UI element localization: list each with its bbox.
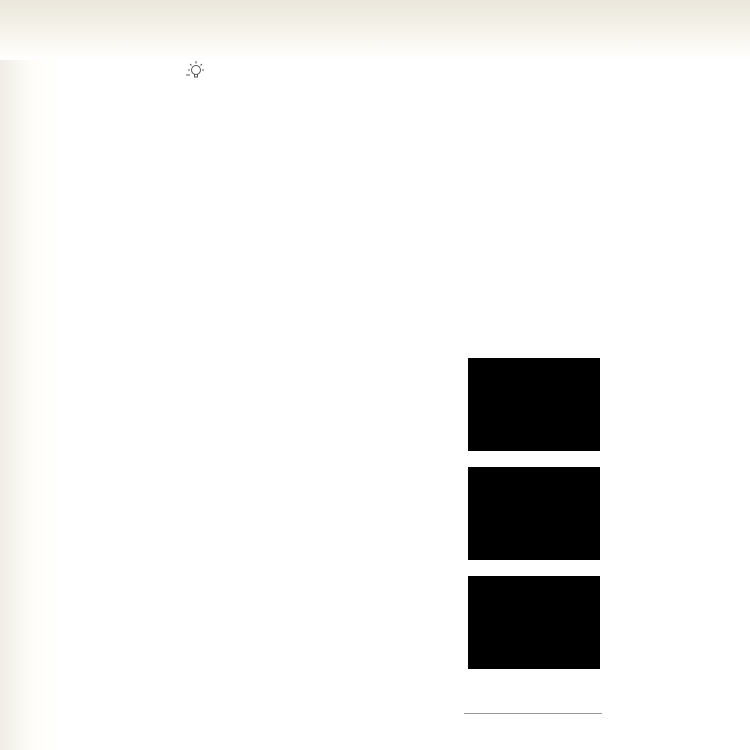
spectrum-chart-b [468, 467, 600, 560]
header-band [0, 0, 750, 60]
left-column [144, 248, 357, 250]
spectrum-chart-a [468, 358, 600, 451]
footer-rule [464, 713, 602, 714]
spectrum-chart-c [468, 576, 600, 669]
led-diagram-b [381, 488, 463, 550]
lightbulb-icon [184, 59, 206, 81]
led-diagram-c [381, 598, 463, 660]
section-title-row [138, 22, 160, 56]
led-diagram-a [381, 380, 463, 442]
right-paragraph [381, 280, 603, 282]
